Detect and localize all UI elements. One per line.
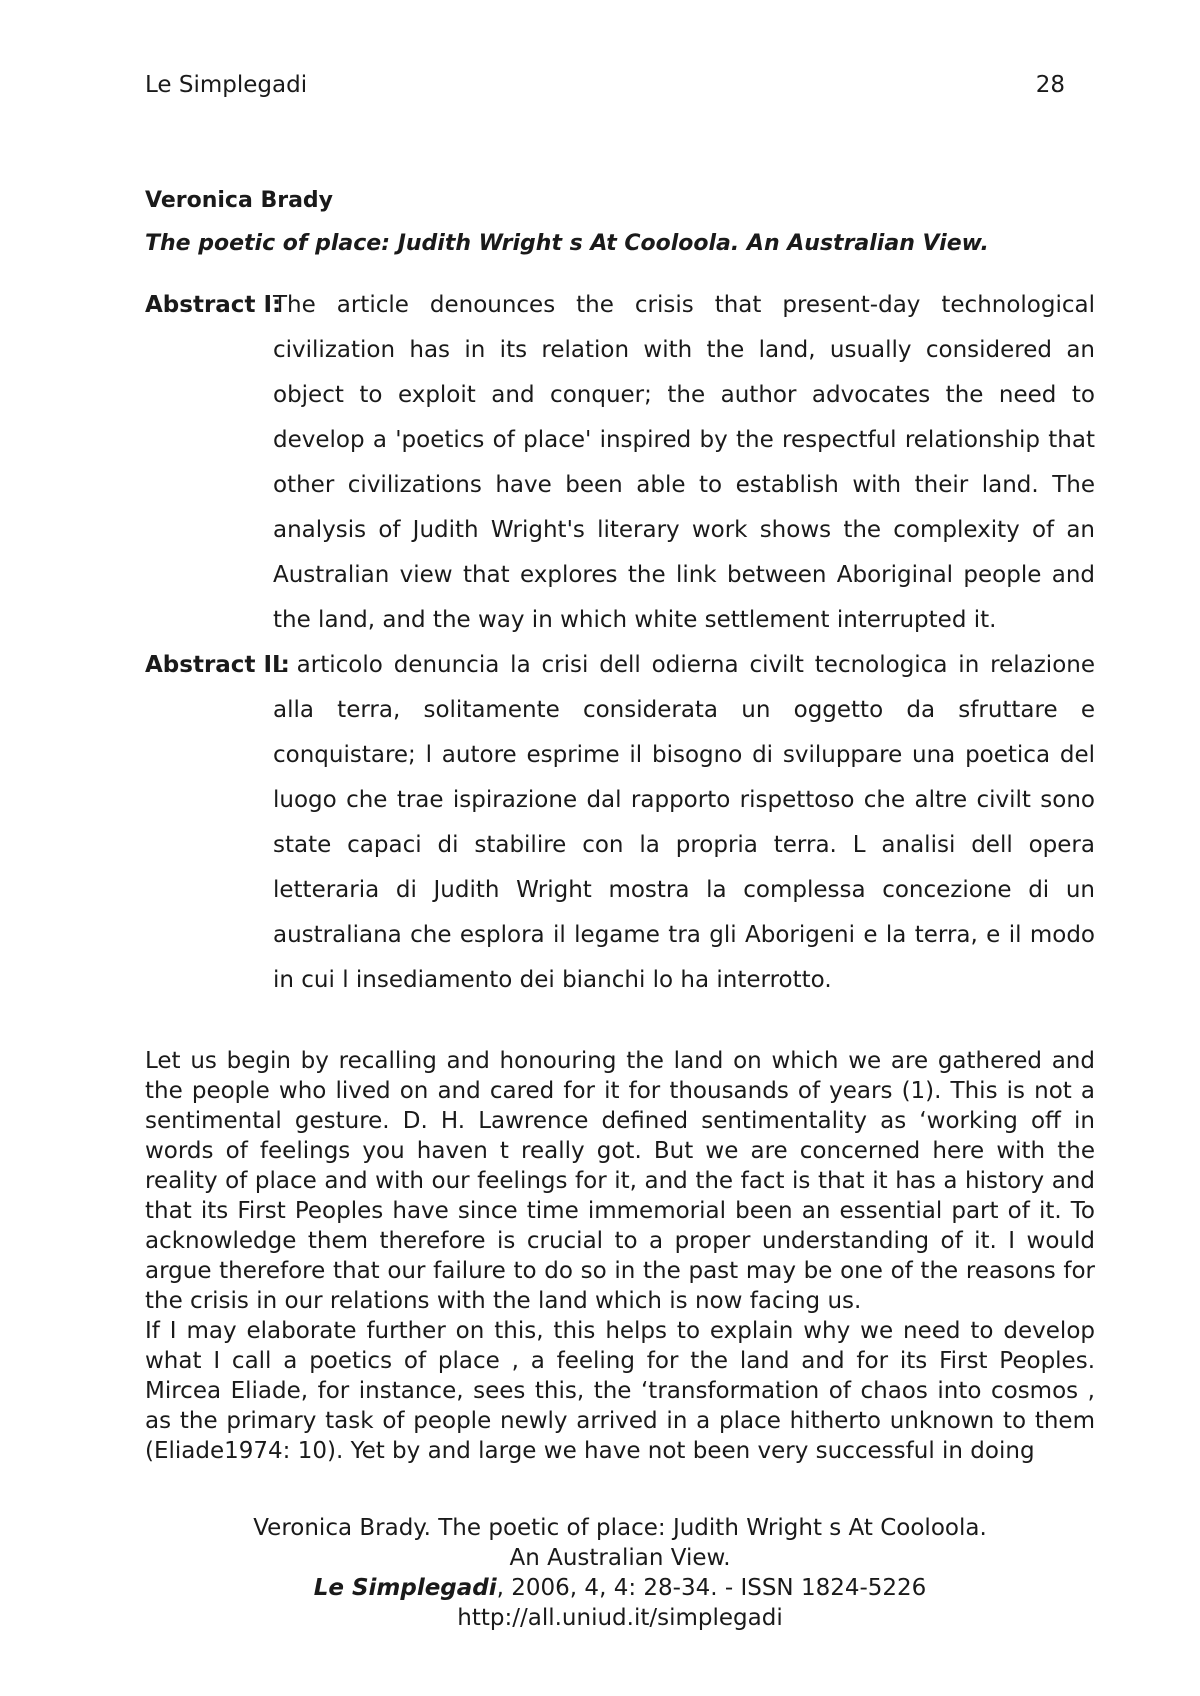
footer-issue-info: , 2006, 4, 4: 28-34. - ISSN 1824-5226 <box>496 1575 927 1601</box>
abstract-italian <box>145 643 1095 1003</box>
footer-journal-name: Le Simplegadi <box>313 1575 497 1601</box>
abstract-english <box>145 283 1095 643</box>
footer-journal-line <box>145 1573 1095 1603</box>
footer-citation-line: An Australian View. <box>509 1545 731 1571</box>
footer-url: http://all.uniud.it/simplegadi <box>457 1605 783 1631</box>
footer-citation-line: Veronica Brady. The poetic of place: Judith Wright s At Cooloola. <box>253 1515 987 1541</box>
article-author: Veronica Brady <box>145 188 334 213</box>
article-title: The poetic of place: Judith Wright s At Cooloola. An Australian View. <box>145 231 989 256</box>
citation-footer <box>145 1513 1095 1633</box>
journal-name-header: Le Simplegadi <box>145 72 308 98</box>
page-number: 28 <box>1035 72 1065 98</box>
abstract-text: The article denounces the crisis that present-day technological civilization has in its relation with the land, usually considered an object to exploit and conquer; the author advocates the need to develop a 'poetics of place' inspired by the respectful relationship that other civilizations have been able to establish with their land. The analysis of Judith Wright's literary work shows the complexity of an Australian view that explores the link between Aboriginal people and the land, and the way in which white settlement interrupted it. <box>273 292 1095 633</box>
abstract-label: Abstract II: <box>145 652 290 678</box>
body-paragraph: If I may elaborate further on this, this helps to explain why we need to develop what I call a poetics of place , a feeling for the land and for its First Peoples. Mircea Eliade, for instance, sees this, the ‘transformation of chaos into cosmos , as the primary task of people newly arrived in a place hitherto unknown to them (Eliade1974: 10). Yet by and large we have not been very successful in doing <box>145 1318 1095 1464</box>
abstract-label: Abstract I: <box>145 292 282 318</box>
body-paragraph: Let us begin by recalling and honouring the land on which we are gathered and the people who lived on and cared for it for thousands of years (1). This is not a sentimental gesture. D. H. Lawrence defined sentimentality as ‘working off in words of feelings you haven t really got. But we are concerned here with the reality of place and with our feelings for it, and the fact is that it has a history and that its First Peoples have since time immemorial been an essential part of it. To acknowledge them therefore is crucial to a proper understanding of it. I would argue therefore that our failure to do so in the past may be one of the reasons for the crisis in our relations with the land which is now facing us. <box>145 1048 1095 1314</box>
article-body <box>145 1046 1095 1466</box>
running-header <box>145 72 1065 106</box>
abstract-text: L articolo denuncia la crisi dell odierna civilt tecnologica in relazione alla terra, solitamente considerata un oggetto da sfruttare e conquistare; l autore esprime il bisogno di sviluppare una poetica del luogo che trae ispirazione dal rapporto rispettoso che altre civilt sono state capaci di stabilire con la propria terra. L analisi dell opera letteraria di Judith Wright mostra la complessa concezione di un australiana che esplora il legame tra gli Aborigeni e la terra, e il modo in cui l insediamento dei bianchi lo ha interrotto. <box>273 652 1095 993</box>
